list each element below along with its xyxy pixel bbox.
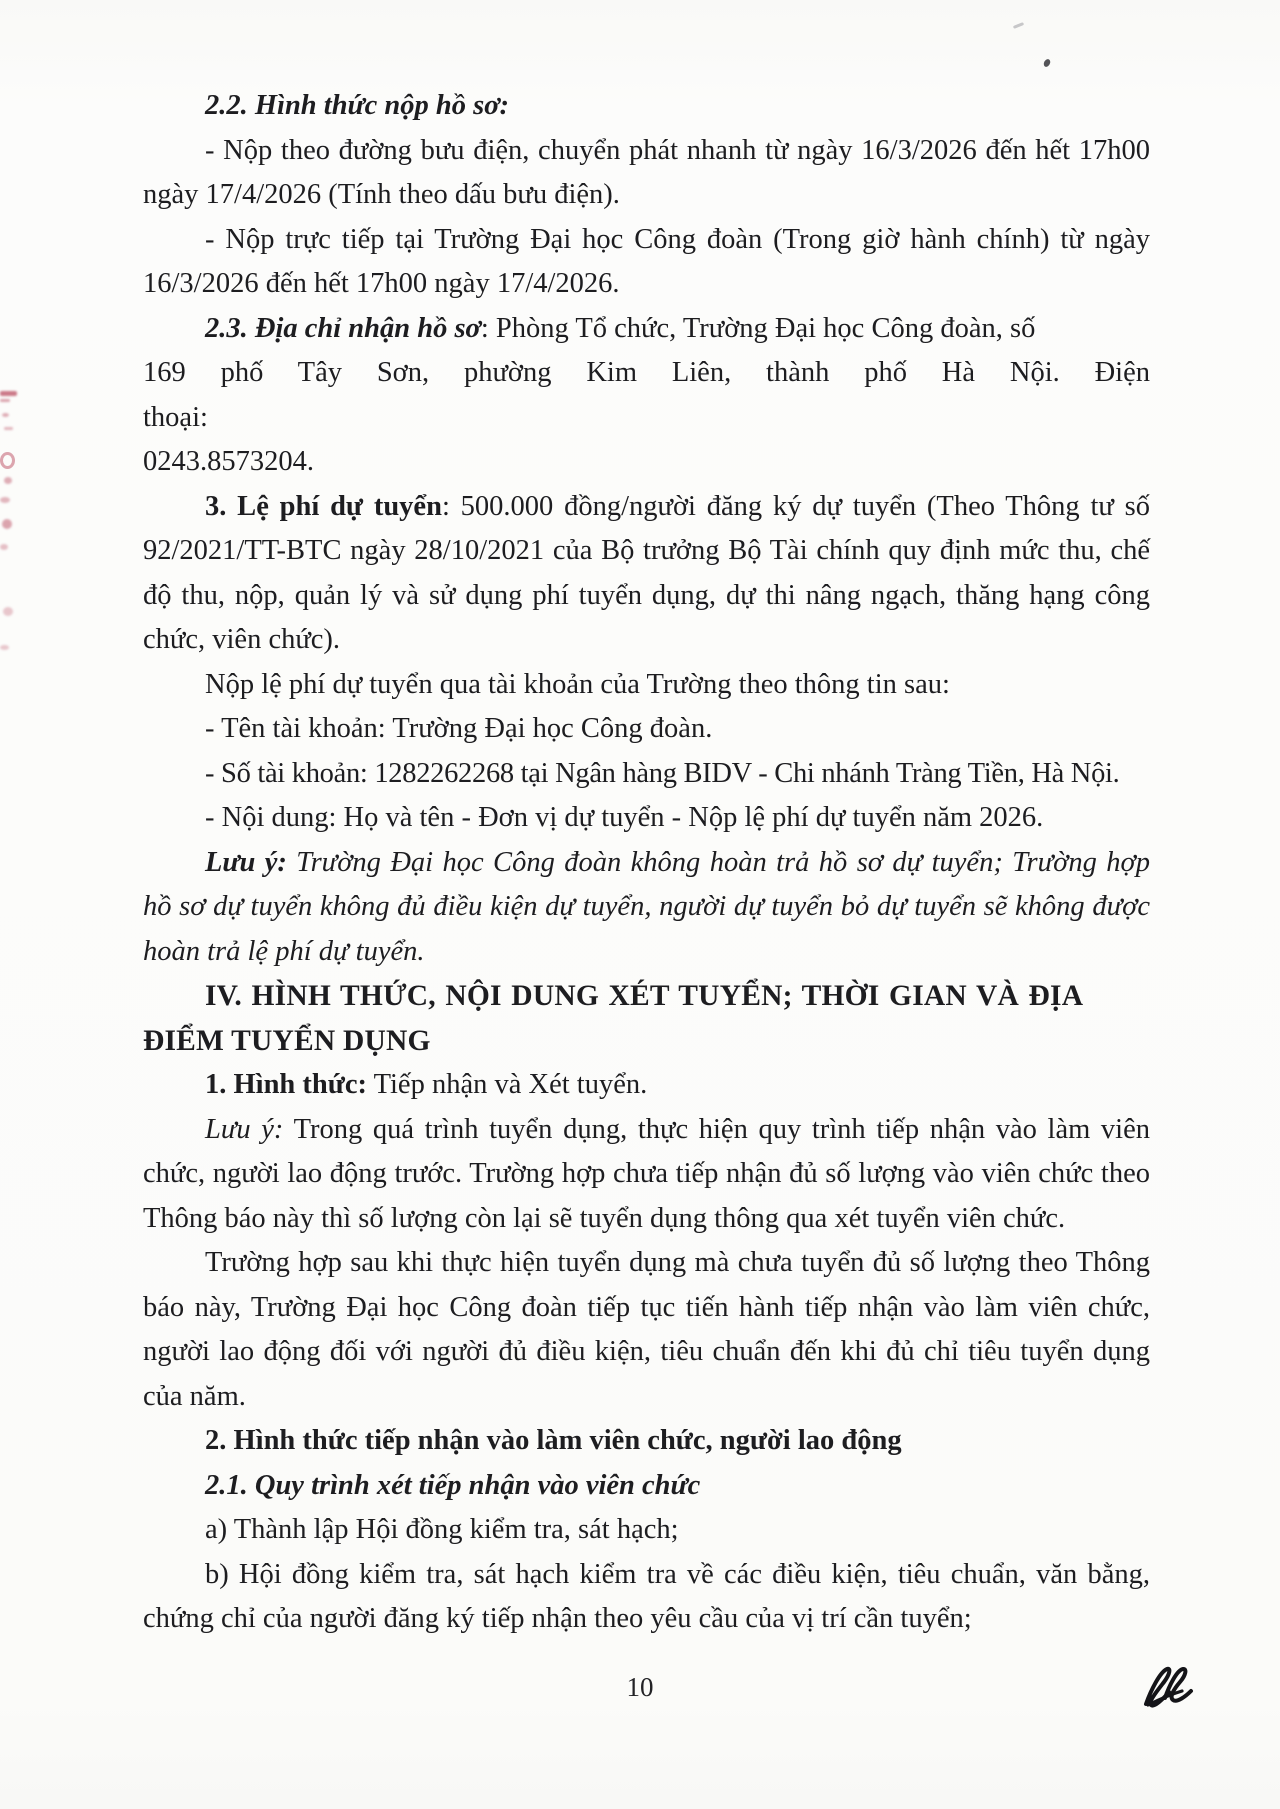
stamp-bleed-ring [0, 452, 15, 469]
stamp-bleed-mark [0, 544, 8, 550]
note-recruitment-process [143, 1108, 1150, 1242]
note-no-refund [143, 841, 1150, 975]
stamp-bleed-mark [2, 519, 12, 529]
stamp-bleed-mark [4, 427, 13, 430]
section-3-text: : 500.000 đồng/người đăng ký dự tuyển (Theo Thông tư số 92/2021/TT-BTC ngày 28/10/2021 của Bộ trưởng Bộ Tài chính quy định mức thu, chế độ thu, nộp, quản lý và sử dụng phí tuyển dụng, dự thi nâng ngạch, thăng hạng công chức, viên chức). [143, 490, 1150, 655]
paragraph-shortfall-handling: Trường hợp sau khi thực hiện tuyển dụng mà chưa tuyển đủ số lượng theo Thông báo này, Trường Đại học Công đoàn tiếp tục tiến hành tiếp nhận vào làm viên chức, người lao động đối với người đủ điều kiện, tiêu chuẩn đến khi đủ chỉ tiêu tuyển dụng của năm. [143, 1247, 1150, 1412]
handwritten-initials-icon [1138, 1660, 1204, 1718]
section-4-1-form [143, 1063, 1150, 1108]
stamp-bleed-mark [4, 477, 12, 484]
paragraph-direct-submission: - Nộp trực tiếp tại Trường Đại học Công đoàn (Trong giờ hành chính) từ ngày 16/3/2026 đến hết 17h00 ngày 17/4/2026. [143, 223, 1150, 299]
section-3-fee [143, 485, 1150, 663]
section-2-3-text: : Phòng Tổ chức, Trường Đại học Công đoàn, số [480, 312, 1036, 344]
section-4-2-heading: 2. Hình thức tiếp nhận vào làm viên chức, người lao động [205, 1425, 902, 1456]
page-number: 10 [626, 1672, 654, 1702]
document-body [143, 84, 1150, 1642]
phone-number: 0243.8573204. [143, 446, 314, 477]
stamp-bleed-mark [3, 607, 13, 616]
section-4-heading-line2: ĐIỂM TUYỂN DỤNG [143, 1024, 431, 1057]
list-item-account-name: - Tên tài khoản: Trường Đại học Công đoàn. [205, 713, 713, 744]
list-item-account-number: - Số tài khoản: 1282262268 tại Ngân hàng BIDV - Chi nhánh Tràng Tiền, Hà Nội. [205, 757, 1120, 789]
scan-dot-top-right [1043, 58, 1051, 67]
list-item-transfer-content: - Nội dung: Họ và tên - Đơn vị dự tuyển - Nộp lệ phí dự tuyển năm 2026. [205, 802, 1044, 833]
stamp-bleed-mark [0, 645, 9, 650]
stamp-bleed-mark [0, 399, 10, 402]
note-text: Trường Đại học Công đoàn không hoàn trả hồ sơ dự tuyển; Trường hợp hồ sơ dự tuyển không đủ điều kiện dự tuyển, người dự tuyển bỏ dự tuyển sẽ không được hoàn trả lệ phí dự tuyển. [143, 846, 1150, 967]
section-4-2-1-heading: 2.1. Quy trình xét tiếp nhận vào viên chức [205, 1469, 701, 1501]
note-text: Trong quá trình tuyển dụng, thực hiện quy trình tiếp nhận vào làm viên chức, người lao động trước. Trường hợp chưa tiếp nhận đủ số lượng vào viên chức theo Thông báo này thì số lượng còn lại sẽ tuyển dụng thông qua xét tuyển viên chức. [143, 1113, 1150, 1234]
note-label: Lưu ý: [205, 1113, 284, 1145]
stamp-bleed-mark [0, 391, 17, 396]
section-4-1-label: 1. Hình thức: [205, 1069, 367, 1100]
scan-speck-top [1013, 22, 1024, 29]
stamp-bleed-mark [0, 497, 10, 503]
stamp-bleed-mark [2, 413, 9, 417]
note-label: Lưu ý: [205, 846, 287, 878]
list-item-b: b) Hội đồng kiểm tra, sát hạch kiểm tra về các điều kiện, tiêu chuẩn, văn bằng, chứng chỉ của người đăng ký tiếp nhận theo yêu cầu của vị trí cần tuyển; [143, 1558, 1150, 1634]
address-line: 169 phố Tây Sơn, phường Kim Liên, thành phố Hà Nội. Điện thoại: [143, 357, 1150, 433]
paragraph-fee-transfer-intro: Nộp lệ phí dự tuyển qua tài khoản của Trường theo thông tin sau: [205, 668, 950, 700]
list-item-a: a) Thành lập Hội đồng kiểm tra, sát hạch; [205, 1514, 679, 1545]
section-4-heading-line1: IV. HÌNH THỨC, NỘI DUNG XÉT TUYỂN; THỜI GIAN VÀ ĐỊA [205, 980, 1084, 1012]
section-2-3-label: 2.3. Địa chỉ nhận hồ sơ [205, 312, 481, 344]
section-3-label: 3. Lệ phí dự tuyển [205, 490, 442, 522]
section-2-3-address [143, 307, 1150, 485]
section-2-2-heading: 2.2. Hình thức nộp hồ sơ: [205, 90, 509, 121]
paragraph-postal-submission: - Nộp theo đường bưu điện, chuyển phát nhanh từ ngày 16/3/2026 đến hết 17h00 ngày 17/4/2026 (Tính theo dấu bưu điện). [143, 134, 1150, 210]
section-4-1-text: Tiếp nhận và Xét tuyển. [367, 1069, 648, 1100]
